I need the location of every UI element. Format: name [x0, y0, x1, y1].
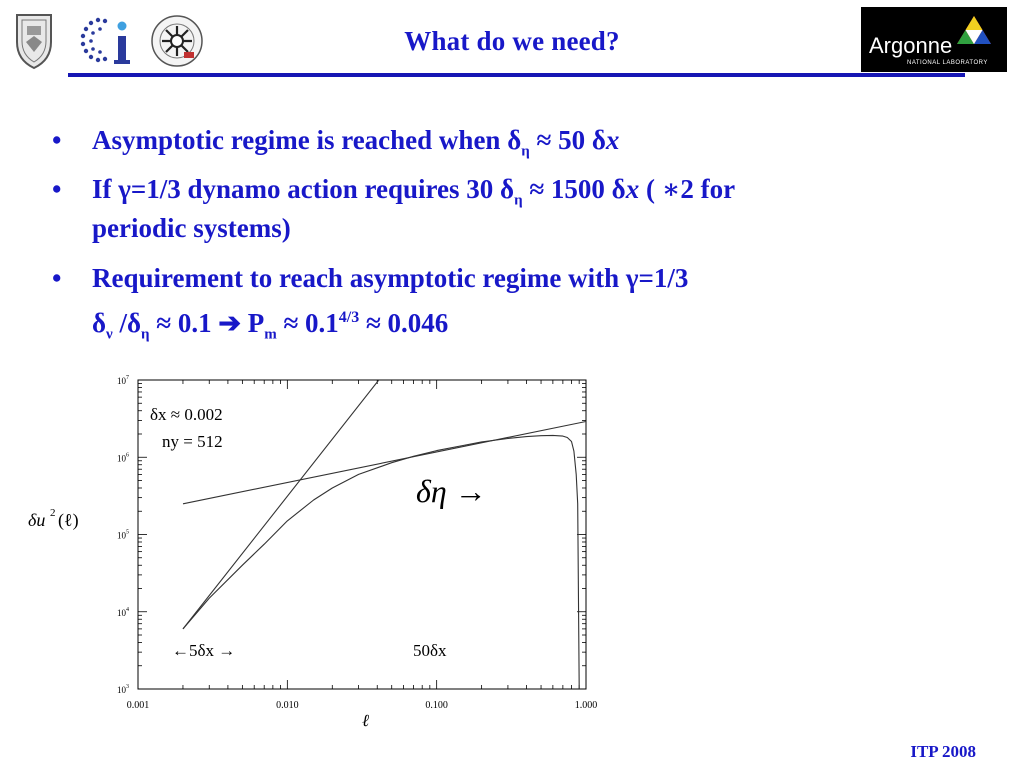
- text-run: δ: [500, 174, 515, 204]
- text-run: ≈ 1500 δ: [522, 174, 626, 204]
- text-run: δ: [507, 125, 522, 155]
- text-run: periodic systems): [92, 213, 291, 243]
- text-run: If γ=1/3 dynamo action requires 30: [92, 174, 501, 204]
- subscript: ν: [106, 326, 113, 343]
- x-tick-label: 0.001: [126, 700, 150, 711]
- series-line-0: [183, 435, 579, 689]
- footer-label: ITP 2008: [910, 742, 976, 761]
- x-tick-label: 0.010: [276, 700, 299, 711]
- y-tick-label-exponent: 5: [126, 529, 129, 536]
- text-run: δ: [92, 308, 107, 338]
- y-axis-label: δu: [28, 510, 46, 530]
- text-run: Requirement to reach asymptotic regime with γ=1/3: [92, 263, 689, 293]
- argonne-name: Argonne: [869, 33, 953, 58]
- annotation-5dx: ←5δx →: [172, 641, 236, 660]
- x-tick-label: 0.100: [425, 700, 448, 711]
- annotation-ny: ny = 512: [162, 432, 223, 451]
- text-run: ≈ 0.046: [359, 308, 449, 338]
- bullet-marker: •: [52, 125, 62, 155]
- y-tick-label-exponent: 3: [126, 684, 129, 690]
- y-tick-label-exponent: 4: [126, 606, 129, 613]
- y-tick-label: 10: [117, 376, 126, 386]
- subscript: m: [264, 326, 277, 343]
- series-line-2: [183, 422, 586, 504]
- subscript: η: [514, 192, 523, 209]
- subscript: η: [140, 326, 150, 343]
- superscript: 4/3: [338, 309, 360, 326]
- bullet-marker: •: [52, 263, 62, 293]
- y-tick-label: 10: [117, 530, 126, 541]
- text-run: x: [605, 125, 620, 155]
- text-run: ( ∗2 for: [639, 174, 736, 204]
- text-run: ≈ 0.1 ➔ P: [149, 308, 265, 338]
- y-axis-label-exponent: 2: [50, 507, 56, 519]
- annotation-50dx: 50δx: [413, 641, 447, 660]
- x-axis-label: ℓ: [362, 711, 370, 730]
- annotation-delta-eta: δη →: [416, 473, 487, 509]
- text-run: Asymptotic regime is reached when: [92, 125, 508, 155]
- y-tick-label: 10: [117, 607, 126, 618]
- text-run: x: [625, 174, 640, 204]
- y-tick-label: 10: [117, 453, 126, 464]
- text-run: /δ: [112, 308, 141, 338]
- subscript: η: [521, 143, 530, 160]
- y-axis-label-argument: (ℓ): [58, 510, 79, 530]
- slide-title: What do we need?: [404, 26, 620, 56]
- y-tick-label-exponent: 7: [126, 375, 129, 381]
- argonne-subtitle: NATIONAL LABORATORY: [907, 60, 988, 66]
- annotation-dx: δx ≈ 0.002: [150, 405, 223, 424]
- text-run: ≈ 50 δ: [529, 125, 606, 155]
- x-tick-label: 1.000: [574, 700, 598, 711]
- text-run: ≈ 0.1: [276, 308, 339, 338]
- y-tick-label-exponent: 6: [126, 452, 129, 459]
- y-tick-label: 10: [117, 685, 126, 695]
- bullet-marker: •: [52, 174, 62, 204]
